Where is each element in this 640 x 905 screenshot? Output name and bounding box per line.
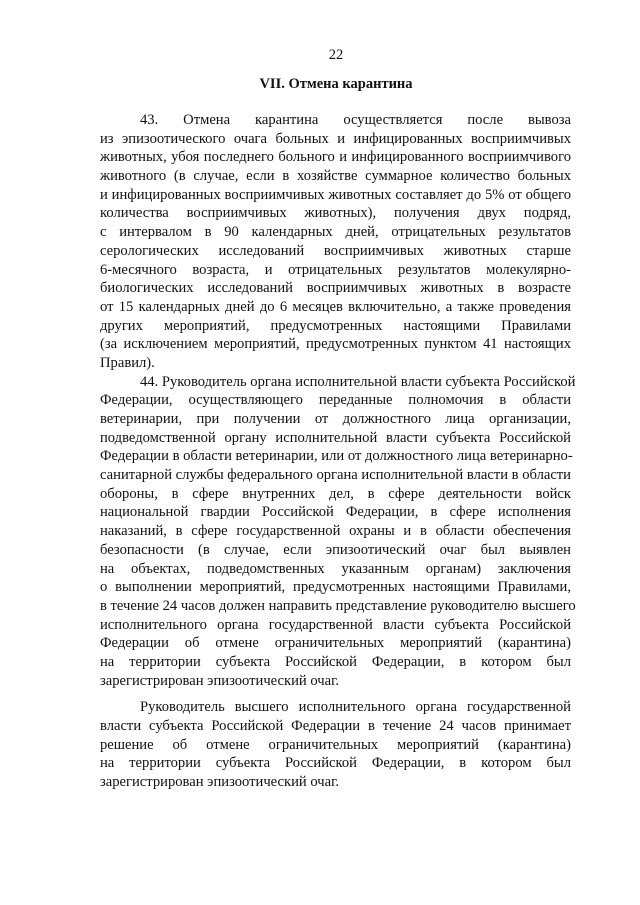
text-line: животных, убоя последнего больного и инфицированного восприимчивого — [100, 149, 571, 166]
text-line: 43. Отмена карантина осуществляется после вывоза — [140, 112, 571, 128]
paragraph-44 — [100, 373, 576, 691]
text-line: серологических исследований восприимчивых животных старше — [100, 242, 571, 259]
text-line: Федерации об отмене ограничительных мероприятий (карантина) — [100, 635, 571, 652]
text-line: обороны, в сфере внутренних дел, в сфере деятельности войск — [100, 485, 571, 502]
text-line: исполнительного органа государственной власти субъекта Российской — [100, 616, 571, 633]
paragraph-spacer — [100, 690, 571, 698]
paragraph-43 — [100, 111, 571, 373]
section-heading: VII. Отмена карантина — [259, 76, 413, 92]
text-line: количества восприимчивых животных), получения двух подряд, — [100, 205, 571, 222]
text-line: о выполнении мероприятий, предусмотренных настоящими Правилами, — [100, 579, 571, 596]
document-body — [100, 111, 576, 792]
text-line: других мероприятий, предусмотренных настоящими Правилами — [100, 317, 571, 334]
text-line: санитарной службы федерального органа исполнительной власти в области — [100, 467, 571, 484]
text-line: зарегистрирован эпизоотический очаг. — [100, 774, 340, 791]
page-number: 22 — [328, 47, 344, 63]
text-line: (за исключением мероприятий, предусмотренных пунктом 41 настоящих — [100, 336, 571, 353]
text-line: 44. Руководитель органа исполнительной власти субъекта Российской — [140, 373, 576, 390]
text-line: решение об отмене ограничительных мероприятий (карантина) — [100, 736, 571, 753]
text-line: национальной гвардии Российской Федерации, в сфере исполнения — [100, 504, 571, 521]
text-line: на территории субъекта Российской Федерации, в котором был — [100, 653, 571, 670]
text-line: в течение 24 часов должен направить представление руководителю высшего — [100, 597, 576, 614]
text-line: с интервалом в 90 календарных дней, отрицательных результатов — [100, 224, 571, 241]
text-line: биологических исследований восприимчивых животных в возрасте — [100, 280, 571, 297]
text-line: Правил). — [100, 354, 155, 371]
text-line: от 15 календарных дней до 6 месяцев включительно, а также проведения — [100, 298, 571, 315]
text-line: власти субъекта Российской Федерации в течение 24 часов принимает — [100, 718, 571, 734]
text-line: и инфицированных восприимчивых животных составляет до 5% от общего — [100, 186, 571, 203]
text-line: на объектах, подведомственных указанным органам) заключения — [100, 560, 571, 577]
text-line: Федерации, осуществляющего переданные полномочия в области — [100, 392, 571, 409]
text-line: ветеринарии, при получении от должностного лица организации, — [100, 411, 571, 427]
text-line: из эпизоотического очага больных и инфицированных восприимчивых — [100, 130, 571, 147]
text-line: подведомственной органу исполнительной власти субъекта Российской — [100, 429, 571, 446]
text-line: 6-месячного возраста, и отрицательных результатов молекулярно- — [100, 261, 571, 278]
text-line: на территории субъекта Российской Федерации, в котором был — [100, 755, 571, 772]
paragraph-final — [100, 698, 571, 791]
text-line: Федерации в области ветеринарии, или от должностного лица ветеринарно- — [100, 448, 573, 465]
text-line: Руководитель высшего исполнительного органа государственной — [140, 699, 571, 716]
text-line: животного (в случае, если в хозяйстве суммарное количество больных — [100, 168, 571, 185]
text-line: зарегистрирован эпизоотический очаг. — [100, 672, 340, 689]
text-line: наказаний, в сфере государственной охраны и в области обеспечения — [100, 523, 571, 540]
text-line: безопасности (в случае, если эпизоотический очаг был выявлен — [100, 541, 571, 558]
